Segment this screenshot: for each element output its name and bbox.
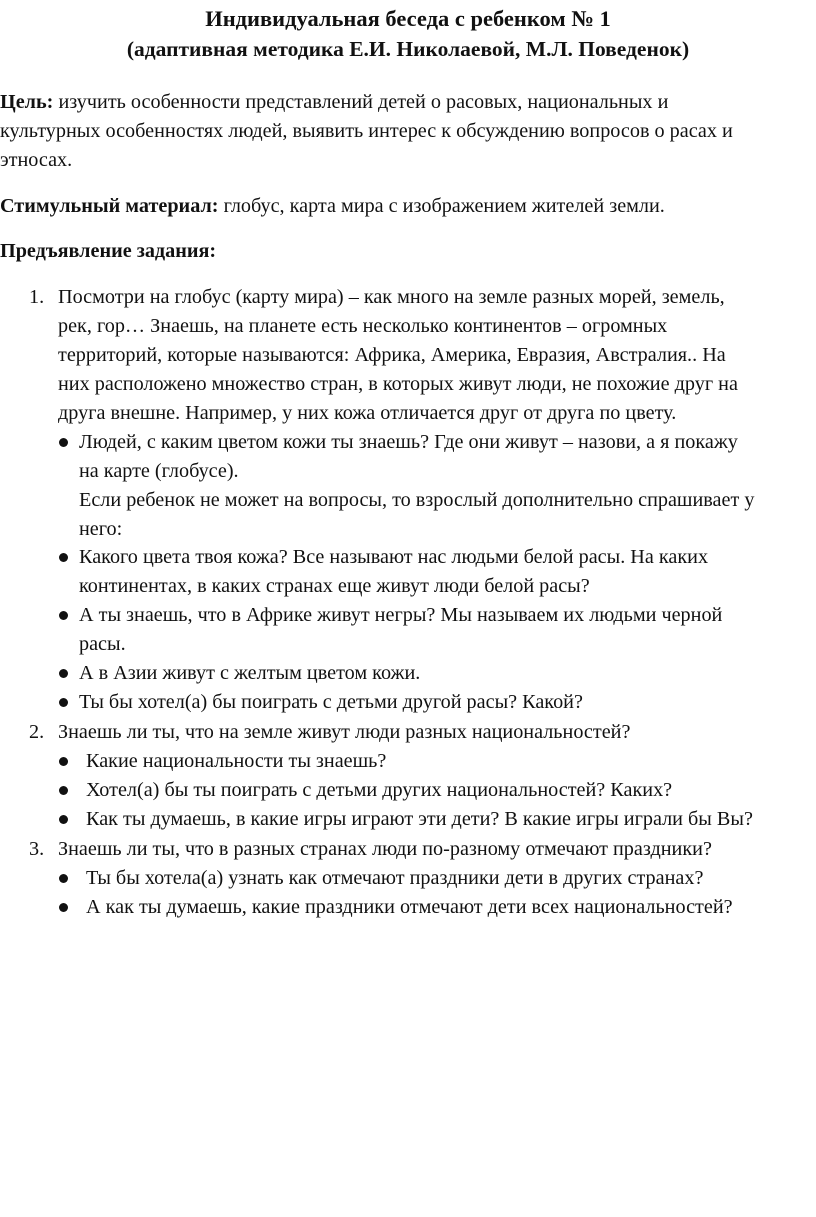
goal-line-3: этносах. <box>0 149 73 171</box>
bullet-1-1-line-4: него: <box>79 518 123 540</box>
bullet-2-2-line-1: Хотел(а) бы ты поиграть с детьми других национальностей? Каких? <box>86 779 673 801</box>
bullet-icon <box>59 903 68 912</box>
bullet-1-3-line-2: расы. <box>79 633 126 655</box>
bullet-1-1-line-3: Если ребенок не может на вопросы, то взрослый дополнительно спрашивает у <box>79 489 755 511</box>
goal-line-2: культурных особенностях людей, выявить интерес к обсуждению вопросов о расах и <box>0 120 733 142</box>
bullet-icon <box>59 815 68 824</box>
document-subtitle: (адаптивная методика Е.И. Николаевой, М.Л. Поведенок) <box>126 37 690 61</box>
bullet-icon <box>59 669 68 678</box>
bullet-1-2-line-2: континентах, в каких странах еще живут люди белой расы? <box>79 575 590 597</box>
bullet-2-1-line-1: Какие национальности ты знаешь? <box>86 750 387 772</box>
bullet-icon <box>59 786 68 795</box>
bullet-icon <box>59 757 68 766</box>
bullet-2-3-line-1: Как ты думаешь, в какие игры играют эти дети? В какие игры играли бы Вы? <box>86 808 753 830</box>
bullet-icon <box>59 698 68 707</box>
bullet-icon <box>59 438 68 447</box>
bullet-icon <box>59 874 68 883</box>
bullet-3-2-line-1: А как ты думаешь, какие праздники отмечают дети всех национальностей? <box>86 896 733 918</box>
item-1-line-5: друга внешне. Например, у них кожа отличается друг от друга по цвету. <box>58 402 677 424</box>
bullet-1-5-line-1: Ты бы хотел(а) бы поиграть с детьми другой расы? Какой? <box>79 691 583 713</box>
stimulus-label: Стимульный материал: <box>0 195 219 217</box>
goal-text-1: изучить особенности представлений детей о расовых, национальных и <box>53 91 669 113</box>
bullet-1-4-line-1: А в Азии живут с желтым цветом кожи. <box>79 662 421 684</box>
stimulus-text: глобус, карта мира с изображением жителей земли. <box>218 195 665 217</box>
document-title: Индивидуальная беседа с ребенком № 1 <box>205 6 611 31</box>
item-3-line-1: Знаешь ли ты, что в разных странах люди по-разному отмечают праздники? <box>58 838 712 860</box>
stimulus-line <box>0 192 800 221</box>
item-1-line-2: рек, гор… Знаешь, на планете есть несколько континентов – огромных <box>58 315 668 337</box>
item-1-line-4: них расположено множество стран, в которых живут люди, не похожие друг на <box>58 373 738 395</box>
item-number: 1. <box>29 286 45 308</box>
task-heading: Предъявление задания: <box>0 240 217 262</box>
bullet-1-3-line-1: А ты знаешь, что в Африке живут негры? Мы называем их людьми черной <box>79 604 723 626</box>
item-2-line-1: Знаешь ли ты, что на земле живут люди разных национальностей? <box>58 721 631 743</box>
bullet-3-1-line-1: Ты бы хотела(а) узнать как отмечают праздники дети в других странах? <box>86 867 704 889</box>
bullet-1-1-line-1: Людей, с каким цветом кожи ты знаешь? Где они живут – назови, а я покажу <box>79 431 738 453</box>
bullet-icon <box>59 611 68 620</box>
goal-line-1 <box>0 88 800 117</box>
bullet-1-1-line-2: на карте (глобусе). <box>79 460 239 482</box>
item-number: 3. <box>29 838 45 860</box>
item-number: 2. <box>29 721 45 743</box>
bullet-1-2-line-1: Какого цвета твоя кожа? Все называют нас людьми белой расы. На каких <box>79 546 709 568</box>
bullet-icon <box>59 553 68 562</box>
item-1-line-3: территорий, которые называются: Африка, Америка, Евразия, Австралия.. На <box>58 344 726 366</box>
item-1-line-1: Посмотри на глобус (карту мира) – как много на земле разных морей, земель, <box>58 286 725 308</box>
goal-label: Цель: <box>0 91 54 113</box>
